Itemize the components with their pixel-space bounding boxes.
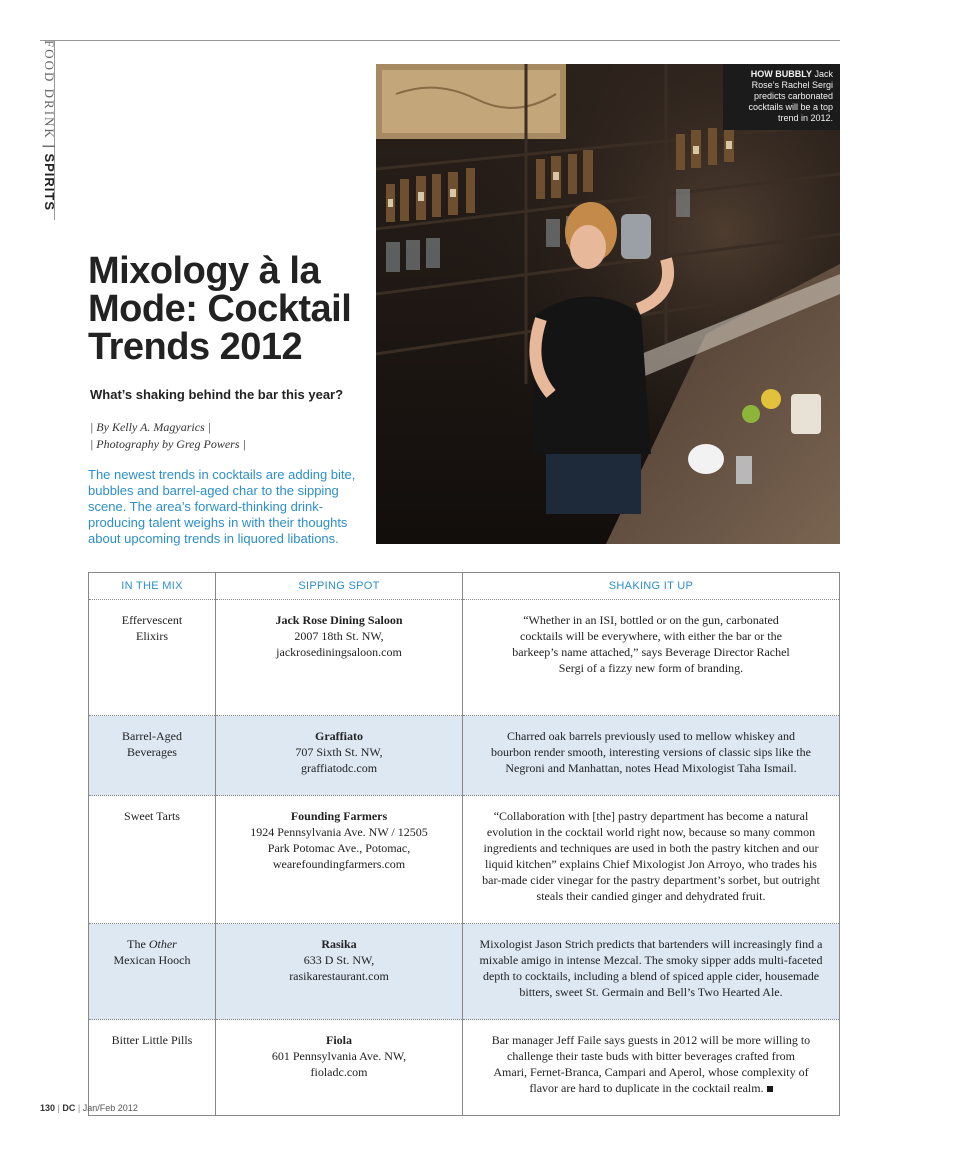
spot-cell xyxy=(216,716,463,796)
table-row xyxy=(89,1020,840,1116)
spot-address: 1924 Pennsylvania Ave. NW / 12505 Park Potomac Ave., Potomac, xyxy=(250,825,428,855)
trend-name: Effervescent Elixirs xyxy=(121,613,183,643)
spot-name: Jack Rose Dining Saloon xyxy=(275,613,403,627)
table-row xyxy=(89,924,840,1020)
article-headline: Mixology à la Mode: Cocktail Trends 2012 xyxy=(88,250,352,368)
header-in-the-mix: IN THE MIX xyxy=(89,573,216,600)
spot-website: wearefoundingfarmers.com xyxy=(272,857,406,871)
article-dek: What’s shaking behind the bar this year? xyxy=(90,387,344,402)
table-row xyxy=(89,796,840,924)
trend-cell xyxy=(89,796,216,924)
issue-date: Jan/Feb 2012 xyxy=(82,1103,138,1113)
page-footer xyxy=(40,1103,138,1113)
spot-address: 707 Sixth St. NW, xyxy=(295,745,383,759)
trend-quote: “Whether in an ISI, bottled or on the gun, carbonated cocktails will be everywhere, with either the bar or the barkeep’s name attached,” says Beverage Director Rachel Sergi of a fizzy new form of branding. xyxy=(512,613,790,675)
quote-cell xyxy=(463,1020,840,1116)
spot-website: graffiatodc.com xyxy=(300,761,378,775)
section-category: FOOD DRINK xyxy=(42,40,57,140)
trend-name-emphasis: Other xyxy=(148,937,177,951)
top-rule xyxy=(40,40,840,41)
trend-cell xyxy=(89,924,216,1020)
spot-cell xyxy=(216,600,463,716)
trend-name-post: Mexican Hooch xyxy=(113,953,191,967)
photo-caption xyxy=(723,64,840,130)
table-header-row xyxy=(89,573,840,600)
trend-name: Sweet Tarts xyxy=(124,809,180,823)
spot-name: Rasika xyxy=(321,937,357,951)
spot-name: Fiola xyxy=(326,1033,352,1047)
trend-quote: Charred oak barrels previously used to mellow whiskey and bourbon render smooth, interesting versions of classic sips like the Negroni and Manhattan, notes Head Mixologist Taha Ismail. xyxy=(491,729,811,775)
trend-cell xyxy=(89,600,216,716)
end-mark-icon xyxy=(767,1086,773,1092)
spot-cell xyxy=(216,1020,463,1116)
quote-cell xyxy=(463,796,840,924)
page-number: 130 xyxy=(40,1103,56,1113)
trend-quote: “Collaboration with [the] pastry department has become a natural evolution in the cocktail world right now, because so many common ingredients and techniques are used in both the pastry kitchen and our liquid kitchen” explains Chief Mixologist Jon Arroyo, who trades his bar-made cider vinegar for the pastry department’s sorbet, but outright steals their candied ginger and dehydrated fruit. xyxy=(482,809,820,903)
byline xyxy=(90,419,370,453)
spot-cell xyxy=(216,796,463,924)
trend-quote-wrap xyxy=(491,1032,811,1096)
section-label xyxy=(42,40,56,211)
quote-cell xyxy=(463,924,840,1020)
trend-cell xyxy=(89,1020,216,1116)
caption-text: Jack Rose’s Rachel Sergi predicts carbonated cocktails will be a top trend in 2012. xyxy=(748,69,833,123)
trend-name-pre: The xyxy=(127,937,146,951)
caption-lead: HOW BUBBLY xyxy=(750,69,812,79)
trend-quote: Bar manager Jeff Faile says guests in 2012 will be more willing to challenge their taste buds with bitter beverages crafted from Amari, Fernet-Branca, Campari and Aperol, whose complexity of flavor are hard to duplicate in the cocktail realm. xyxy=(491,1033,811,1095)
quote-cell xyxy=(463,600,840,716)
trend-quote: Mixologist Jason Strich predicts that bartenders will increasingly find a mixable amigo in intense Mezcal. The smoky sipper adds multi-faceted depth to cocktails, including a blend of spiced apple cider, housemade bitters, sweet St. Germain and Bell’s Two Hearted Ale. xyxy=(479,937,823,999)
footer-separator: | xyxy=(77,1103,81,1113)
spot-website: rasikarestaurant.com xyxy=(289,969,389,983)
trend-name xyxy=(107,936,197,968)
spot-address: 2007 18th St. NW, xyxy=(294,629,384,643)
table-row xyxy=(89,600,840,716)
trend-name: Barrel-Aged Beverages xyxy=(122,729,182,759)
spot-address: 601 Pennsylvania Ave. NW, xyxy=(271,1049,407,1063)
bartender-photo xyxy=(376,64,840,544)
magazine-name: DC xyxy=(62,1103,76,1113)
spot-name: Graffiato xyxy=(315,729,363,743)
byline-author: | By Kelly A. Magyarics | xyxy=(90,420,212,434)
footer-separator: | xyxy=(57,1103,60,1113)
bar-scene-illustration xyxy=(376,64,840,544)
table-row xyxy=(89,716,840,796)
section-subcategory: SPIRITS xyxy=(42,153,57,212)
spot-address: 633 D St. NW, xyxy=(303,953,375,967)
spot-name: Founding Farmers xyxy=(290,809,388,823)
byline-photographer: | Photography by Greg Powers | xyxy=(90,437,246,451)
spot-cell xyxy=(216,924,463,1020)
article-intro: The newest trends in cocktails are adding bite, bubbles and barrel-aged char to the sipping scene. The area’s forward-thinking drink-producing talent weighs in with their thoughts about upcoming trends in liquored libations. xyxy=(88,467,356,546)
trend-name: Bitter Little Pills xyxy=(111,1033,193,1047)
header-shaking-it-up: SHAKING IT UP xyxy=(463,573,840,600)
cocktail-trends-table xyxy=(88,572,840,1116)
section-separator: | xyxy=(42,144,57,149)
quote-cell xyxy=(463,716,840,796)
trend-cell xyxy=(89,716,216,796)
spot-website: fioladc.com xyxy=(310,1065,368,1079)
header-sipping-spot: SIPPING SPOT xyxy=(216,573,463,600)
spot-website: jackrosediningsaloon.com xyxy=(276,645,402,659)
